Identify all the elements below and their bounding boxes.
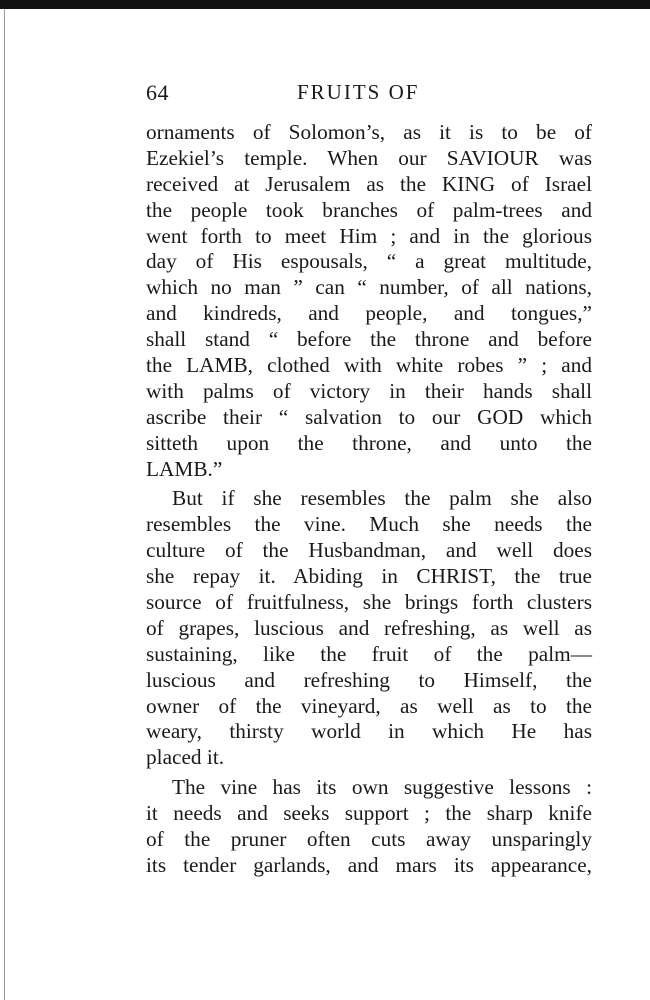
text-line: source of fruitfulness, she brings forth clusters [146,590,592,615]
paragraph-1 [146,120,592,482]
text-line: it needs and seeks support ; the sharp knife [146,801,592,826]
text-line: ascribe their “ salvation to our GOD which [146,404,592,429]
paragraph-3 [146,775,592,879]
text-line: culture of the Husbandman, and well does [146,538,592,563]
text-line: went forth to meet Him ; and in the glorious [146,223,592,248]
text-line: owner of the vineyard, as well as to the [146,693,592,718]
running-head: FRUITS OF [297,80,420,104]
page-left-edge [4,9,5,1000]
text-line: But if she resembles the palm she also [172,486,592,511]
body-text [146,120,592,879]
text-line: LAMB.” [146,456,223,481]
text-line: The vine has its own suggestive lessons : [172,775,592,800]
text-line: day of His espousals, “ a great multitude, [146,249,592,274]
text-line: Ezekiel’s temple. When our SAVIOUR was [146,145,592,170]
text-line: its tender garlands, and mars its appearance, [146,852,592,877]
page-top-border [0,0,650,9]
text-line: with palms of victory in their hands shall [146,378,592,403]
text-line: of the pruner often cuts away unsparingly [146,827,592,852]
text-line: luscious and refreshing to Himself, the [146,667,592,692]
text-line: shall stand “ before the throne and before [146,327,592,352]
text-line: resembles the vine. Much she needs the [146,512,592,537]
text-line: of grapes, luscious and refreshing, as well as [146,615,592,640]
text-line: weary, thirsty world in which He has [146,719,592,744]
paragraph-2 [146,486,592,771]
text-line: sustaining, like the fruit of the palm— [146,641,592,666]
text-line: and kindreds, and people, and tongues,” [146,301,592,326]
page-number: 64 [146,80,169,105]
text-line: the LAMB, clothed with white robes ” ; and [146,353,592,378]
text-line: sitteth upon the throne, and unto the [146,430,592,455]
text-line: she repay it. Abiding in CHRIST, the true [146,564,592,589]
text-line: ornaments of Solomon’s, as it is to be of [146,120,592,144]
text-line: the people took branches of palm-trees and [146,197,592,222]
text-line: which no man ” can “ number, of all nations, [146,275,592,300]
text-line: received at Jerusalem as the KING of Israel [146,171,592,196]
text-line: placed it. [146,745,225,770]
